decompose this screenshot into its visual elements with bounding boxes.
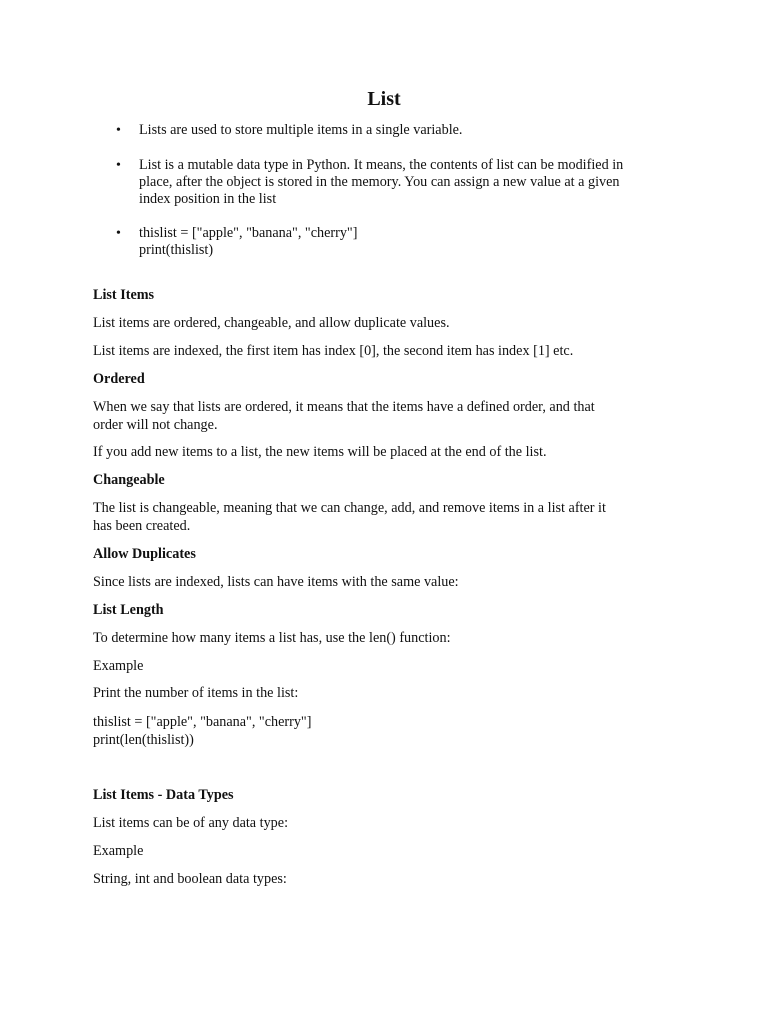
bullet-dot-icon: • xyxy=(116,123,121,138)
paragraph: Print the number of items in the list: xyxy=(93,685,299,701)
document-title: List xyxy=(367,88,401,110)
bullet-text: index position in the list xyxy=(139,191,277,207)
paragraph: To determine how many items a list has, use the len() function: xyxy=(93,630,451,646)
example-label: Example xyxy=(93,658,144,674)
paragraph: Since lists are indexed, lists can have items with the same value: xyxy=(93,574,459,590)
bullet-item xyxy=(116,157,679,208)
section-heading-list-length: List Length xyxy=(93,602,164,618)
paragraph xyxy=(93,499,683,535)
bullet-text: List is a mutable data type in Python. It means, the contents of list can be modified in xyxy=(139,157,624,173)
paragraph-line: has been created. xyxy=(93,518,191,534)
code-line: thislist = ["apple", "banana", "cherry"] xyxy=(93,714,312,730)
paragraph: List items are indexed, the first item has index [0], the second item has index [1] etc. xyxy=(93,343,574,359)
paragraph-line: When we say that lists are ordered, it means that the items have a defined order, and that xyxy=(93,399,595,415)
paragraph: List items can be of any data type: xyxy=(93,815,289,831)
bullet-dot-icon: • xyxy=(116,226,121,241)
section-heading-changeable: Changeable xyxy=(93,472,165,488)
paragraph: String, int and boolean data types: xyxy=(93,871,287,887)
section-heading-data-types: List Items - Data Types xyxy=(93,787,234,803)
paragraph: If you add new items to a list, the new items will be placed at the end of the list. xyxy=(93,444,547,460)
code-block xyxy=(93,713,683,749)
paragraph: List items are ordered, changeable, and allow duplicate values. xyxy=(93,315,450,331)
code-line: thislist = ["apple", "banana", "cherry"] xyxy=(139,225,358,241)
section-heading-ordered: Ordered xyxy=(93,371,145,387)
bullet-item xyxy=(116,225,679,259)
paragraph xyxy=(93,398,683,434)
paragraph-line: order will not change. xyxy=(93,417,218,433)
section-heading-allow-duplicates: Allow Duplicates xyxy=(93,546,196,562)
bullet-text: Lists are used to store multiple items in a single variable. xyxy=(139,122,463,138)
example-label: Example xyxy=(93,843,144,859)
bullet-item xyxy=(116,122,679,139)
code-line: print(thislist) xyxy=(139,242,214,258)
bullet-dot-icon: • xyxy=(116,158,121,173)
bullet-text: place, after the object is stored in the memory. You can assign a new value at a given xyxy=(139,174,620,190)
paragraph-line: The list is changeable, meaning that we can change, add, and remove items in a list after it xyxy=(93,500,606,516)
section-heading-list-items: List Items xyxy=(93,287,155,303)
code-line: print(len(thislist)) xyxy=(93,732,194,748)
